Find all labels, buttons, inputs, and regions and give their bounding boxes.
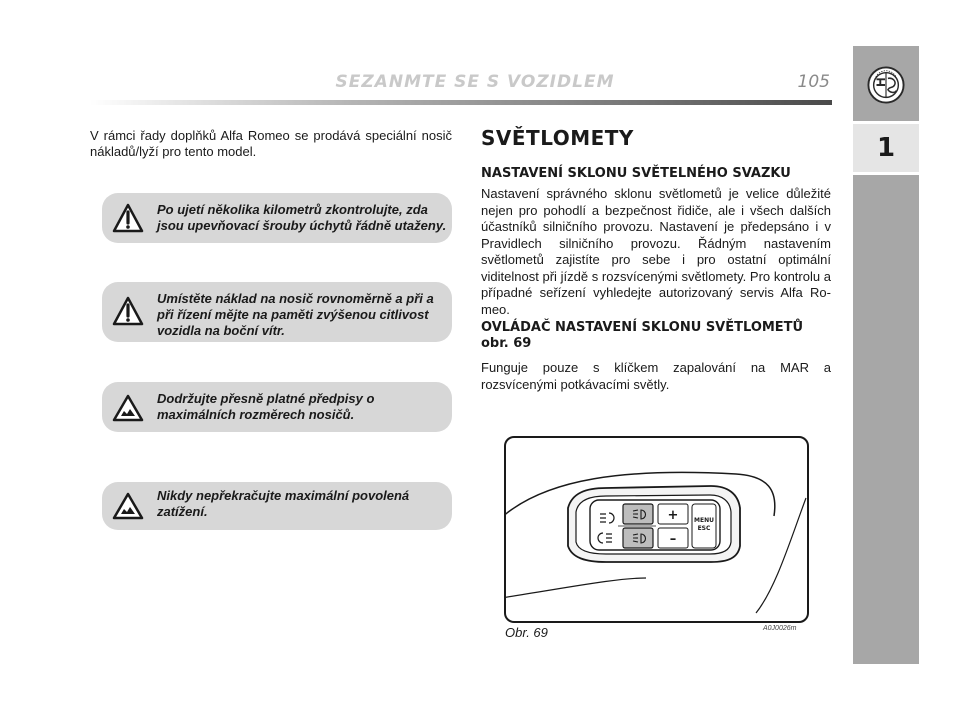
intro-paragraph: V rámci řady doplňků Alfa Romeo se prodává speciální nosič nákladů/lyží pro tento model. [90, 128, 452, 159]
caution-text: Nikdy nepřekračujte maximální povolená zatížení. [157, 488, 410, 519]
figure-caption: Obr. 69 [505, 625, 548, 640]
running-header-title: SEZANMTE SE S VOZIDLEM [335, 72, 615, 92]
figure-code: A0J0026m [763, 625, 797, 632]
page-number: 105 [797, 72, 830, 92]
headlight-control-illustration [506, 438, 807, 621]
alfa-romeo-logo-icon [867, 66, 905, 104]
plus-label: + [667, 508, 679, 523]
minus-label: – [669, 532, 677, 547]
warning-text: Po ujetí několika kilometrů zkontrolujte, zda jsou upevňovací šrouby úchytů řádně utaženy. [157, 202, 447, 233]
warning-text: Umístěte náklad na nosič rovnoměrně a při a při řízení mějte na paměti zvýšenou citlivost vozidla na boční vítr. [157, 291, 434, 338]
warning-triangle-icon [112, 203, 144, 233]
chapter-tab [853, 121, 919, 175]
figure-headlight-control [504, 436, 809, 623]
header-rule [90, 100, 832, 105]
warning-box [102, 193, 452, 243]
subsection-title: OVLÁDAČ NASTAVENÍ SKLONU SVĚTLOMETŮ obr. 69 [481, 320, 804, 351]
esc-label: ESC [697, 525, 711, 532]
warning-triangle-icon [112, 296, 144, 326]
warning-box [102, 282, 452, 342]
chapter-number: 1 [876, 133, 896, 163]
menu-label: MENU [694, 517, 714, 524]
subsection-body: Funguje pouze s klíčkem zapalování na MAR a rozsvícenými potkávacími světly. [481, 360, 831, 392]
subsection-title: NASTAVENÍ SKLONU SVĚTELNÉHO SVAZKU [481, 166, 791, 181]
section-title: SVĚTLOMETY [481, 126, 634, 150]
caution-triangle-icon [112, 492, 144, 520]
caution-box [102, 482, 452, 530]
subsection-body: Nastavení správného sklonu světlometů je velice důležité nejen pro pohodlí a bezpečnost řidiče, ale i všech dalších účastníků silničního provozu. Nastavení je předepsáno i v Pravidlech silničního provozu. Řádným nastavením světlometů zajistíte pro sebe i pro ostatní optimální viditelnost při jízdě s rozsvícenými světlomety. Pro kontrolu a případné seřízení vyhledejte autorizovaný servis Alfa Romeo. [481, 186, 831, 317]
caution-text: Dodržujte přesně platné předpisy o maximálních rozměrech nosičů. [157, 391, 375, 422]
caution-box [102, 382, 452, 432]
caution-triangle-icon [112, 394, 144, 422]
